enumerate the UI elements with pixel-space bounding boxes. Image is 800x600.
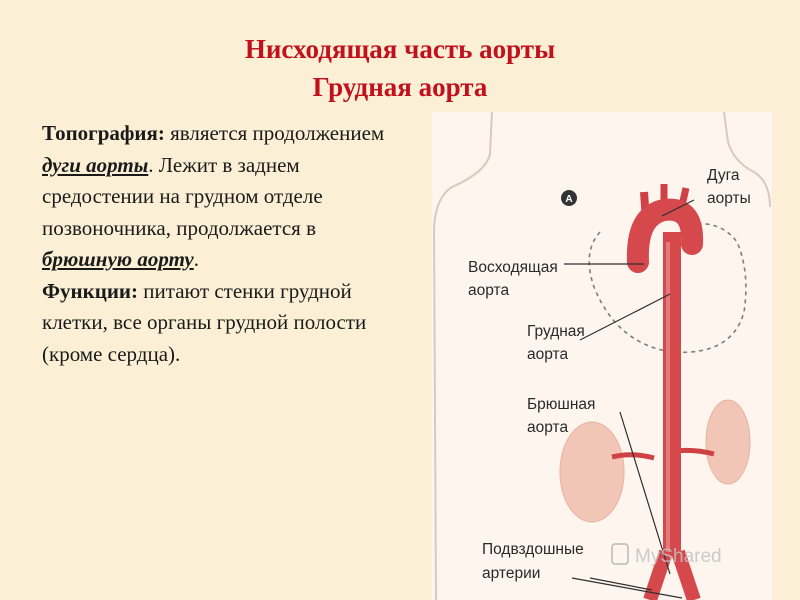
watermark-text: MyShared (635, 546, 722, 567)
label-arch-2: аорты (707, 190, 751, 207)
topography-label: Топография: (42, 121, 165, 145)
label-thoracic-2: аорта (527, 346, 569, 363)
title-line-2: Грудная аорта (312, 72, 488, 102)
topography-text-3: . (193, 247, 199, 271)
title-line-1: Нисходящая часть аорты (244, 34, 556, 64)
label-abdominal-1: Брюшная (527, 396, 596, 413)
aorta-diagram (432, 112, 772, 600)
label-abdominal-2: аорта (527, 419, 569, 436)
functions-label: Функции: (42, 278, 139, 303)
description-text (42, 118, 392, 370)
abdominal-aorta-link[interactable]: брюшную аорту (42, 247, 194, 271)
topography-text-2: . Лежит в заднем средостении на грудном отделе позвоночника, продолжается в (42, 152, 323, 240)
label-iliac-1: Подвздошные (482, 541, 584, 558)
label-ascending-2: аорта (468, 282, 510, 299)
left-kidney (560, 422, 624, 522)
topography-text-1: является продолжением (164, 121, 385, 145)
aorta-illustration (432, 112, 772, 600)
label-ascending-1: Восходящая (468, 259, 558, 276)
figure-background (432, 112, 772, 600)
label-arch-1: Дуга (707, 167, 740, 184)
slide-title (0, 30, 800, 106)
functions-text: питают стенки грудной клетки, все органы грудной полости (кроме сердца). (42, 278, 367, 366)
label-iliac-2: артерии (482, 565, 541, 582)
label-thoracic-1: Грудная (527, 323, 585, 340)
marker-a-text: A (565, 194, 573, 205)
aortic-arch-link[interactable]: дуги аорты (42, 152, 149, 177)
right-kidney (706, 400, 750, 484)
